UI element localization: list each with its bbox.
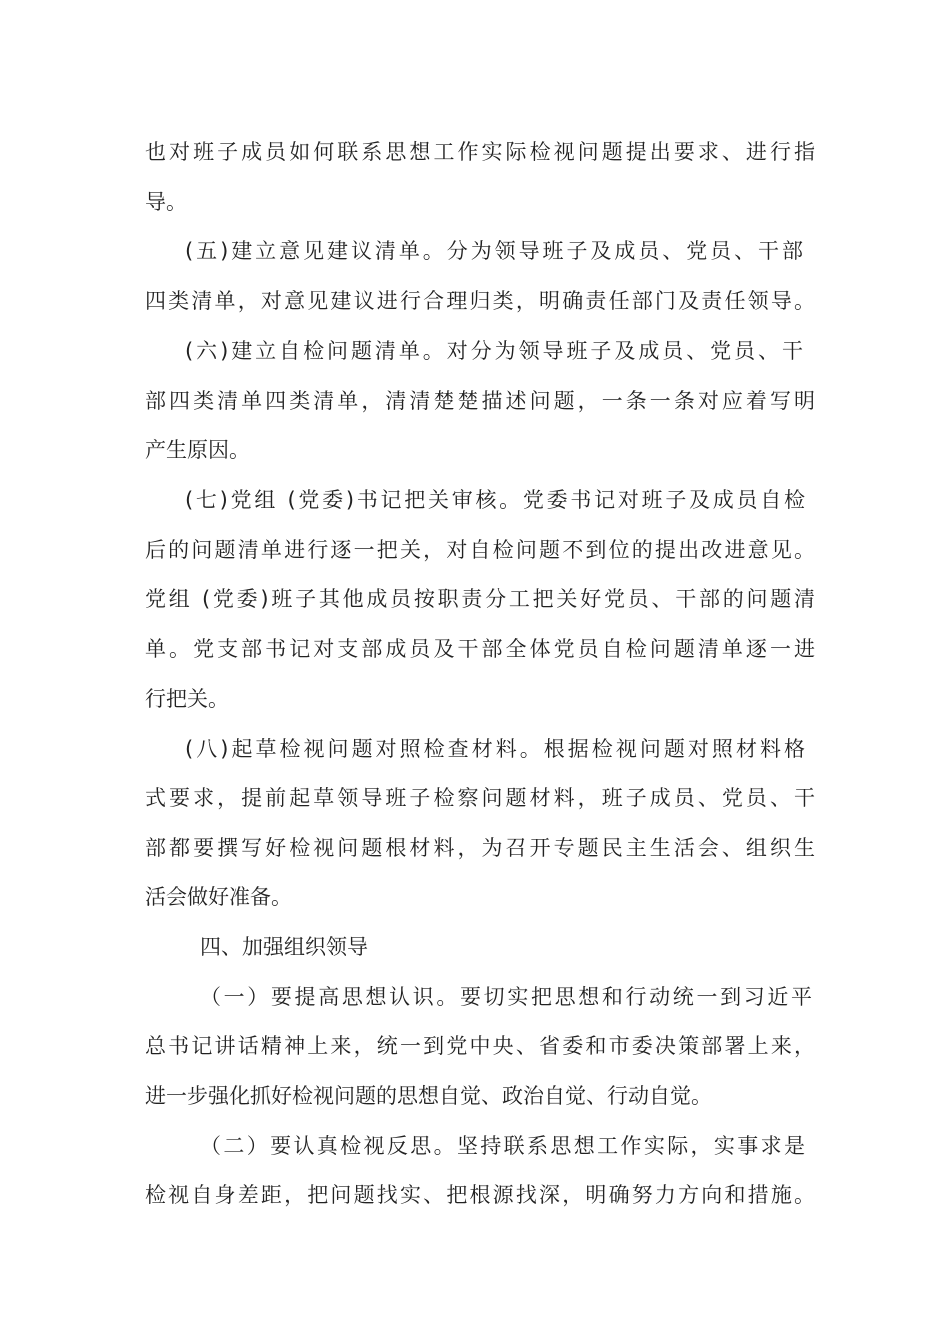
paragraph-7-line-5: 行把关。 — [145, 687, 229, 711]
paragraph-8-line-1: (八)起草检视问题对照检查材料。根据检视问题对照材料格 — [185, 737, 805, 761]
paragraph-6-line-1: (六)建立自检问题清单。对分为领导班子及成员、党员、干 — [185, 339, 803, 363]
paragraph-7-line-3: 党组 (党委)班子其他成员按职责分工把关好党员、干部的问题清 — [145, 587, 815, 611]
paragraph-6-line-2: 部四类清单四类清单，清清楚楚描述问题，一条一条对应着写明 — [145, 389, 815, 413]
paragraph-7-line-4: 单。党支部书记对支部成员及干部全体党员自检问题清单逐一进 — [145, 637, 815, 661]
paragraph-6-line-3: 产生原因。 — [145, 438, 250, 462]
paragraph-8-line-4: 活会做好准备。 — [145, 885, 292, 909]
paragraph-4-1-line-1: （一）要提高思想认识。要切实把思想和行动统一到习近平 — [200, 985, 812, 1009]
paragraph-continuation-line-2: 导。 — [145, 190, 187, 214]
paragraph-7-line-2: 后的问题清单进行逐一把关，对自检问题不到位的提出改进意见。 — [145, 538, 815, 562]
paragraph-4-2-line-2: 检视自身差距，把问题找实、把根源找深，明确努力方向和措施。 — [145, 1183, 815, 1207]
paragraph-4-2-line-1: （二）要认真检视反思。坚持联系思想工作实际，实事求是 — [200, 1134, 805, 1158]
paragraph-8-line-2: 式要求，提前起草领导班子检察问题材料，班子成员、党员、干 — [145, 786, 815, 810]
paragraph-8-line-3: 部都要撰写好检视问题根材料，为召开专题民主生活会、组织生 — [145, 836, 815, 860]
paragraph-5-line-2: 四类清单，对意见建议进行合理归类，明确责任部门及责任领导。 — [145, 289, 815, 313]
paragraph-5-line-1: (五)建立意见建议清单。分为领导班子及成员、党员、干部 — [185, 239, 803, 263]
paragraph-4-1-line-3: 进一步强化抓好检视问题的思想自觉、政治自觉、行动自觉。 — [145, 1084, 712, 1108]
paragraph-4-1-line-2: 总书记讲话精神上来，统一到党中央、省委和市委决策部署上来， — [145, 1034, 815, 1058]
section-heading-4: 四、加强组织领导 — [200, 935, 368, 959]
paragraph-7-line-1: (七)党组 (党委)书记把关审核。党委书记对班子及成员自检 — [185, 488, 805, 512]
paragraph-continuation-line-1: 也对班子成员如何联系思想工作实际检视问题提出要求、进行指 — [145, 140, 815, 164]
